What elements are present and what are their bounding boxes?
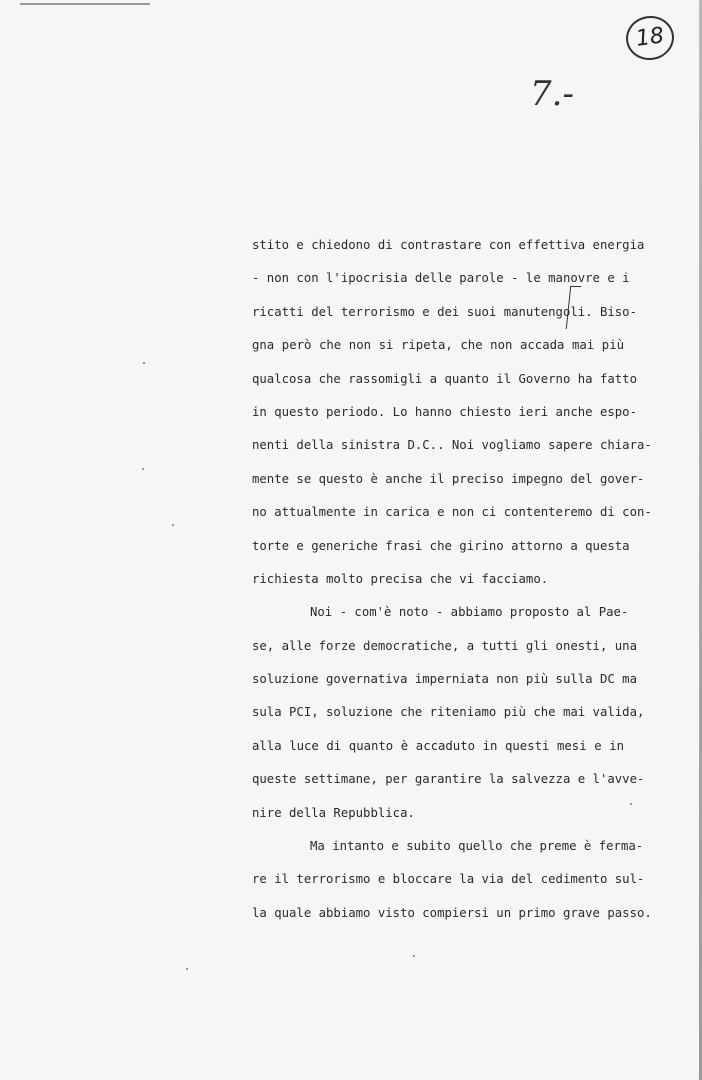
text-line: no attualmente in carica e non ci contenteremo di con- — [252, 505, 652, 520]
text-line: gna però che non si ripeta, che non accada mai più — [252, 338, 624, 353]
paper-speck — [413, 955, 415, 957]
paper-speck — [630, 803, 632, 805]
text-line: soluzione governativa imperniata non più sulla DC ma — [252, 672, 637, 687]
text-line: Ma intanto e subito quello che preme è ferma- — [310, 839, 644, 854]
text-line: nire della Repubblica. — [252, 805, 415, 820]
text-line: - non con l'ipocrisia delle parole - le manovre e i — [252, 271, 630, 286]
text-line: la quale abbiamo visto compiersi un primo grave passo. — [252, 905, 652, 920]
paper-speck — [172, 524, 174, 526]
text-line: Noi - com'è noto - abbiamo proposto al Pae- — [310, 605, 629, 620]
text-line: richiesta molto precisa che vi facciamo. — [252, 571, 549, 586]
text-line: mente se questo è anche il preciso impegno del gover- — [252, 471, 645, 486]
text-line: torte e generiche frasi che girino attorno a questa — [252, 538, 630, 553]
paper-speck — [186, 968, 188, 970]
text-line: in questo periodo. Lo hanno chiesto ieri anche espo- — [252, 404, 637, 419]
text-line: qualcosa che rassomigli a quanto il Governo ha fatto — [252, 371, 637, 386]
text-line: ricatti del terrorismo e dei suoi manutengoli. Biso- — [252, 304, 637, 319]
handwritten-page-mark: 7.- — [530, 74, 574, 114]
paper-speck — [143, 362, 145, 364]
text-line: sula PCI, soluzione che riteniamo più che mai valida, — [252, 705, 645, 720]
circled-page-number: 18 — [623, 13, 677, 63]
top-rule — [20, 3, 150, 5]
body-text — [252, 229, 652, 930]
text-line: queste settimane, per garantire la salvezza e l'avve- — [252, 772, 645, 787]
text-line: re il terrorismo e bloccare la via del cedimento sul- — [252, 872, 645, 887]
text-line: alla luce di quanto è accaduto in questi mesi e in — [252, 738, 624, 753]
text-line: stito e chiedono di contrastare con effettiva energia — [252, 238, 645, 252]
text-line: se, alle forze democratiche, a tutti gli onesti, una — [252, 638, 637, 653]
text-line: nenti della sinistra D.C.. Noi vogliamo sapere chiara- — [252, 438, 652, 453]
paper-speck — [142, 468, 144, 470]
